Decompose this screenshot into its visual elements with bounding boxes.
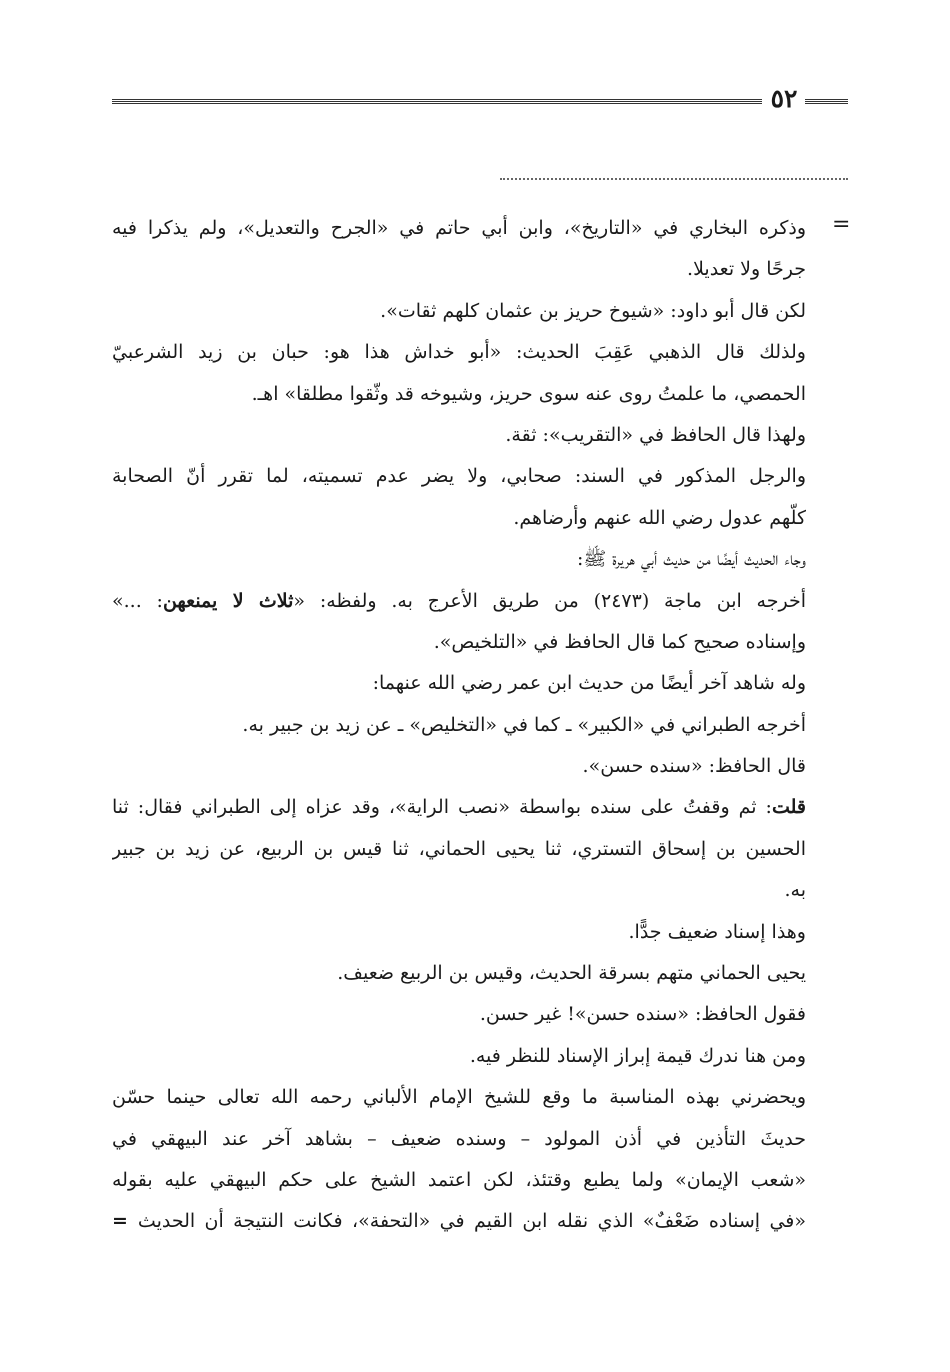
- text-segment: ولهذا قال الحافظ في «التقريب»: ثقة.: [505, 423, 806, 446]
- text-line: [112, 581, 806, 622]
- text-line: [112, 622, 806, 663]
- continuation-mark-end: =: [112, 1210, 128, 1233]
- text-segment: وهذا إسناد ضعيف جدًّا.: [628, 920, 806, 943]
- footnote-text: [112, 208, 806, 1243]
- text-segment: الحسين بن إسحاق التستري، ثنا يحيى الحماني، ثنا قيس بن الربيع، عن زيد بن جبير: [112, 837, 806, 860]
- header-rule-right: [805, 99, 848, 105]
- bold-text-segment: قلت: [771, 796, 806, 819]
- text-line: [112, 829, 806, 870]
- text-segment: وجاء الحديث أيضًا من حديث أبي هريرة ﷺ:: [576, 548, 806, 571]
- text-line: [112, 746, 806, 787]
- text-segment: قال الحافظ: «سنده حسن».: [582, 755, 806, 778]
- text-line: [112, 1036, 806, 1077]
- text-line: [112, 705, 806, 746]
- text-segment: وإسناده صحيح كما قال الحافظ في «التلخيص».: [433, 630, 806, 653]
- text-line: [112, 912, 806, 953]
- page-number: ٥٢: [770, 84, 798, 113]
- text-segment: «شعب الإيمان» ولما يطبع وقتئذ، لكن اعتمد الشيخ على حكم البيهقي عليه بقوله: [112, 1168, 806, 1191]
- text-line: [112, 539, 806, 580]
- bold-text-segment: ثلاث لا يمنعهن: [162, 589, 294, 612]
- text-segment: : ثم وقفتُ على سنده بواسطة «نصب الراية»، وقد عزاه إلى الطبراني فقال: ثنا: [112, 796, 772, 819]
- text-segment: يحيى الحماني متهم بسرقة الحديث، وقيس بن الربيع ضعيف.: [337, 962, 806, 985]
- text-segment: فقول الحافظ: «سنده حسن»! غير حسن.: [479, 1003, 806, 1026]
- text-line: [112, 663, 806, 704]
- text-line: [112, 953, 806, 994]
- text-line: [112, 291, 806, 332]
- footnote-separator: [500, 178, 848, 182]
- text-line: [112, 1077, 806, 1118]
- text-segment: الحمصي، ما علمتُ روى عنه سوى حريز، وشيوخه قد وثّقوا مطلقا» اهـ.: [251, 382, 806, 405]
- text-line: [112, 1160, 806, 1201]
- text-segment: «في إسناده ضَعْفٌ» الذي نقله ابن القيم في «التحفة»، فكانت النتيجة أن الحديث: [137, 1210, 806, 1233]
- text-line: [112, 456, 806, 497]
- page-header: [112, 84, 848, 120]
- text-line: [112, 415, 806, 456]
- text-line: [112, 208, 806, 249]
- text-segment: ولذلك قال الذهبي عَقِبَ الحديث: «أبو خداش هذا هو: حبان بن زيد الشرعبيّ: [112, 341, 806, 364]
- text-segment: جرحًا ولا تعديلا.: [687, 258, 806, 281]
- text-segment: حديثَ التأذين في أذن المولود – وسنده ضعيف – بشاهد آخر عند البيهقي في: [112, 1127, 806, 1150]
- text-line: [112, 332, 806, 373]
- text-line: [112, 1119, 806, 1160]
- text-line: [112, 870, 806, 911]
- text-segment: وله شاهد آخر أيضًا من حديث ابن عمر رضي الله عنهما:: [372, 672, 806, 695]
- text-segment: ويحضرني بهذه المناسبة ما وقع للشيخ الإمام الألباني رحمه الله تعالى حينما حسّن: [112, 1086, 806, 1109]
- text-segment: أخرجه الطبراني في «الكبير» ـ كما في «التخليص» ـ عن زيد بن جبير به.: [242, 713, 806, 736]
- text-line: [112, 498, 806, 539]
- header-rule-left: [112, 99, 762, 105]
- text-segment: ومن هنا ندرك قيمة إبراز الإسناد للنظر فيه.: [469, 1044, 806, 1067]
- text-segment: لكن قال أبو داود: «شيوخ حريز بن عثمان كلهم ثقات».: [380, 299, 806, 322]
- text-segment: وذكره البخاري في «التاريخ»، وابن أبي حاتم في «الجرح والتعديل»، ولم يذكرا فيه: [112, 217, 806, 239]
- text-line: [112, 374, 806, 415]
- text-segment: كلّهم عدول رضي الله عنهم وأرضاهم.: [513, 506, 806, 529]
- text-line: [112, 994, 806, 1035]
- continuation-mark-start: =: [832, 212, 851, 237]
- text-segment: : ...»: [112, 589, 163, 612]
- text-segment: أخرجه ابن ماجة (٢٤٧٣) من طريق الأعرج به. ولفظه: «: [293, 589, 806, 612]
- text-line: [112, 787, 806, 828]
- text-segment: به.: [784, 879, 806, 902]
- text-line: [112, 1201, 806, 1242]
- text-segment: والرجل المذكور في السند: صحابي، ولا يضر عدم تسميته، لما تقرر أنّ الصحابة: [112, 465, 806, 488]
- text-line: [112, 249, 806, 290]
